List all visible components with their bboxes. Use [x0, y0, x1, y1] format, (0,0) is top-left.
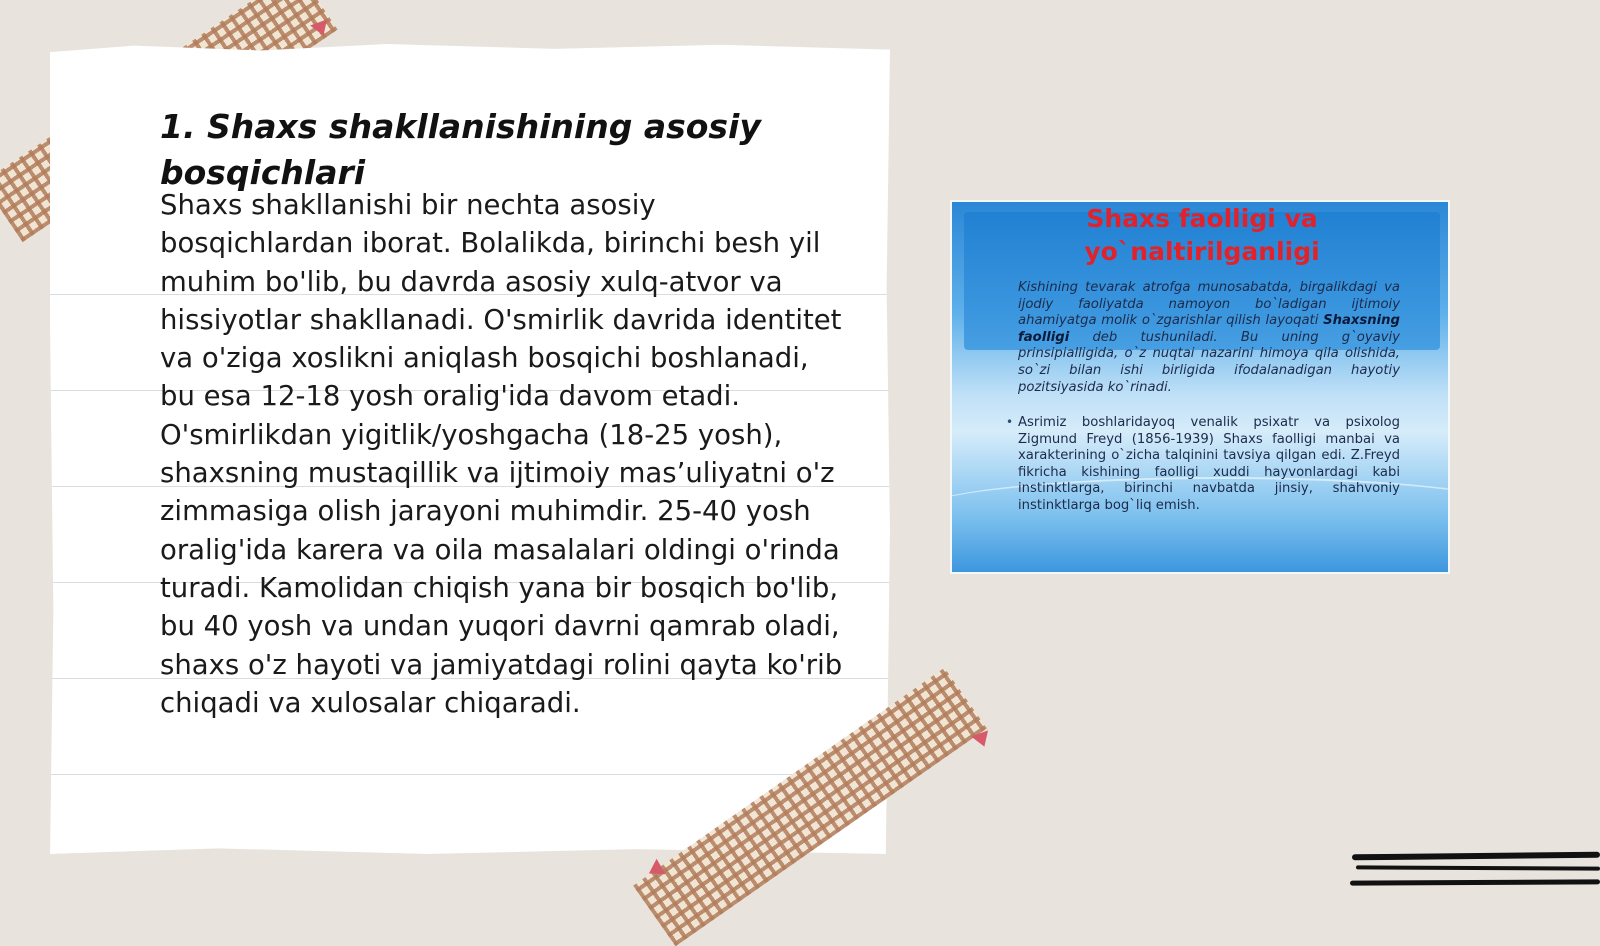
embedded-bullet-item: [1006, 415, 1400, 515]
embedded-paragraph-end: deb tushuniladi. Bu uning g`oyaviy prinsipialligida, o`z nuqtai nazarini himoya qila olishida, so`zi bilan ishi birligida ifodalanadigan hayotiy pozitsiyasida ko`rinadi.: [1018, 329, 1400, 395]
brush-stroke: [1352, 852, 1600, 861]
embedded-slide-image: [950, 200, 1450, 574]
embedded-title-line2: yo`naltirilganligi: [1084, 237, 1320, 266]
embedded-slide-title: [952, 202, 1450, 268]
slide-title: 1. Shaxs shakllanishining asosiy bosqichlari: [160, 107, 761, 192]
slide-body-text: Shaxs shakllanishi bir nechta asosiy bosqichlardan iborat. Bolalikda, birinchi besh yil muhim bo'lib, bu davrda asosiy xulq-atvor va hissiyotlar shakllanadi. O'smirlik davrida identitet va o'ziga xoslikni aniqlash bosqichi boshlanadi, bu esa 12-18 yosh oralig'ida davom etadi. O'smirlikdan yigitlik/yoshgacha (18-25 yosh), shaxsning mustaqillik va ijtimoiy mas’uliyatni o'z zimmasiga olish jarayoni muhimdir. 25-40 yosh oralig'ida karera va oila masalalari oldingi o'rinda turadi. Kamolidan chiqish yana bir bosqich bo'lib, bu 40 yosh va undan yuqori davrni qamrab oladi, shaxs o'z hayoti va jamiyatdagi rolini qayta ko'rib chiqadi va xulosalar chiqaradi.: [160, 189, 843, 719]
embedded-bullet-text: Asrimiz boshlaridayoq venalik psixatr va psixolog Zigmund Freyd (1856-1939) Shaxs faolligi manbai va xarakterining o`zicha talqinini tavsiya qilgan edi. Z.Freyd fikricha kishining faolligi xuddi hayvonlardagi kabi instinktlarga, birinchi navbatda jinsiy, shahvoniy instinktlarga bog`liq emish.: [1018, 415, 1400, 513]
embedded-paragraph: [1018, 280, 1400, 396]
embedded-title-line1: Shaxs faolligi va: [1086, 204, 1318, 233]
bullet-icon: •: [1006, 415, 1014, 429]
embedded-paragraph-start: Kishining tevarak atrofga munosabatda, birgalikdagi va ijodiy faoliyatda namoyon bo`ladigan ijtimoiy ahamiyatga molik o`zgarishlar qilish layoqati: [1018, 280, 1400, 329]
brush-stroke: [1356, 865, 1600, 870]
brush-stroke: [1350, 879, 1600, 885]
embedded-paragraph-bold: Shaxsning faolligi: [1018, 313, 1400, 345]
